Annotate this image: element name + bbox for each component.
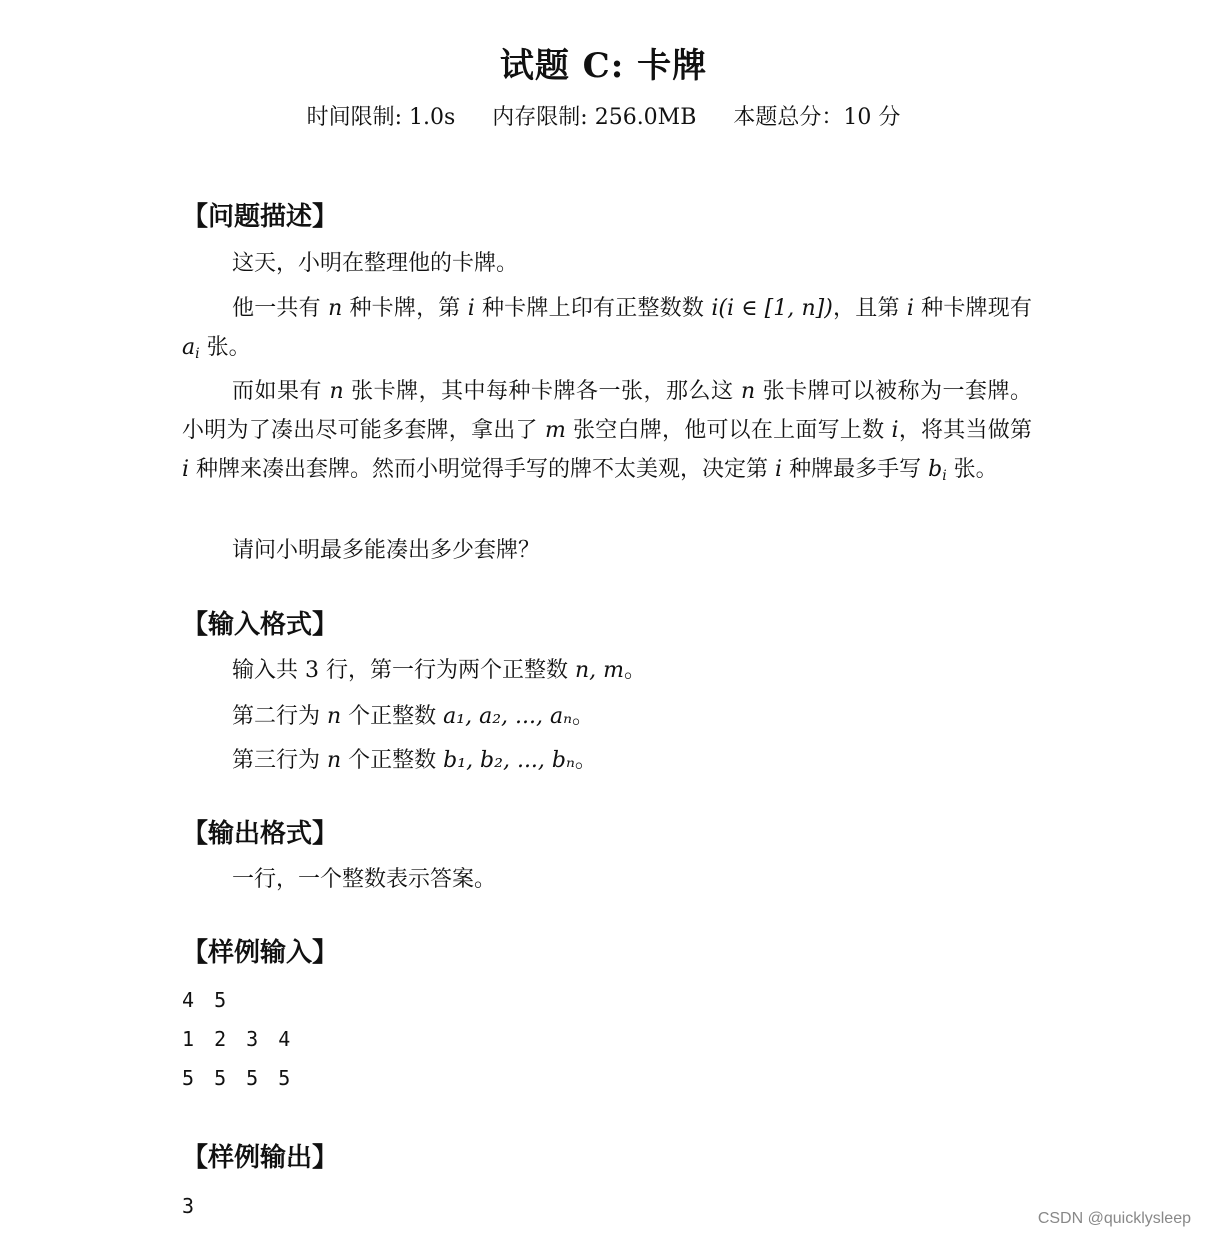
input-format-line-1: 输入共 3 行，第一行为两个正整数 n, m。	[232, 658, 647, 683]
sample-output-line-1: 3	[182, 1194, 199, 1218]
description-paragraph-1: 这天，小明在整理他的卡牌。	[232, 251, 519, 276]
sample-input-heading: 【样例输入】	[182, 938, 339, 968]
output-format-line-1: 一行，一个整数表示答案。	[232, 867, 497, 892]
description-paragraph-2: 他一共有 n 种卡牌，第 i 种卡牌上印有正整数数 i(i ∈ [1, n])，且第 i 种卡牌现有 $a_i$ 张。	[182, 296, 1032, 362]
total-score: 本题总分：10 分	[733, 105, 901, 130]
description-paragraph-4: 请问小明最多能凑出多少套牌？	[232, 538, 541, 563]
csdn-watermark: CSDN @quicklysleep	[1037, 1210, 1191, 1227]
description-heading: 【问题描述】	[182, 202, 339, 232]
description-paragraph-3: 而如果有 n 张卡牌，其中每种卡牌各一张，那么这 n 张卡牌可以被称为一套牌。小明为了凑出尽可能多套牌，拿出了 m 张空白牌，他可以在上面写上数 i，将其当做第 i 种牌来凑出套牌。然而小明觉得手写的牌不太美观，决定第 i 种牌最多手写 $b_i$ 张。	[182, 379, 1032, 484]
input-format-line-3: 第三行为 n 个正整数 b₁, b₂, ..., bₙ。	[232, 748, 597, 773]
problem-title: 试题 C: 卡牌	[499, 46, 708, 86]
sample-input-line-3: 5 5 5 5	[182, 1066, 295, 1090]
limits-bar	[0, 100, 1207, 131]
time-limit: 时间限制: 1.0s	[306, 105, 456, 130]
input-format-heading: 【输入格式】	[182, 610, 339, 640]
input-format-line-2: 第二行为 n 个正整数 a₁, a₂, ..., aₙ。	[232, 704, 595, 729]
output-format-heading: 【输出格式】	[182, 819, 339, 849]
sample-output-heading: 【样例输出】	[182, 1143, 339, 1173]
memory-limit: 内存限制: 256.0MB	[492, 105, 697, 130]
sample-input-line-2: 1 2 3 4	[182, 1027, 295, 1051]
sample-input-line-1: 4 5	[182, 988, 231, 1012]
